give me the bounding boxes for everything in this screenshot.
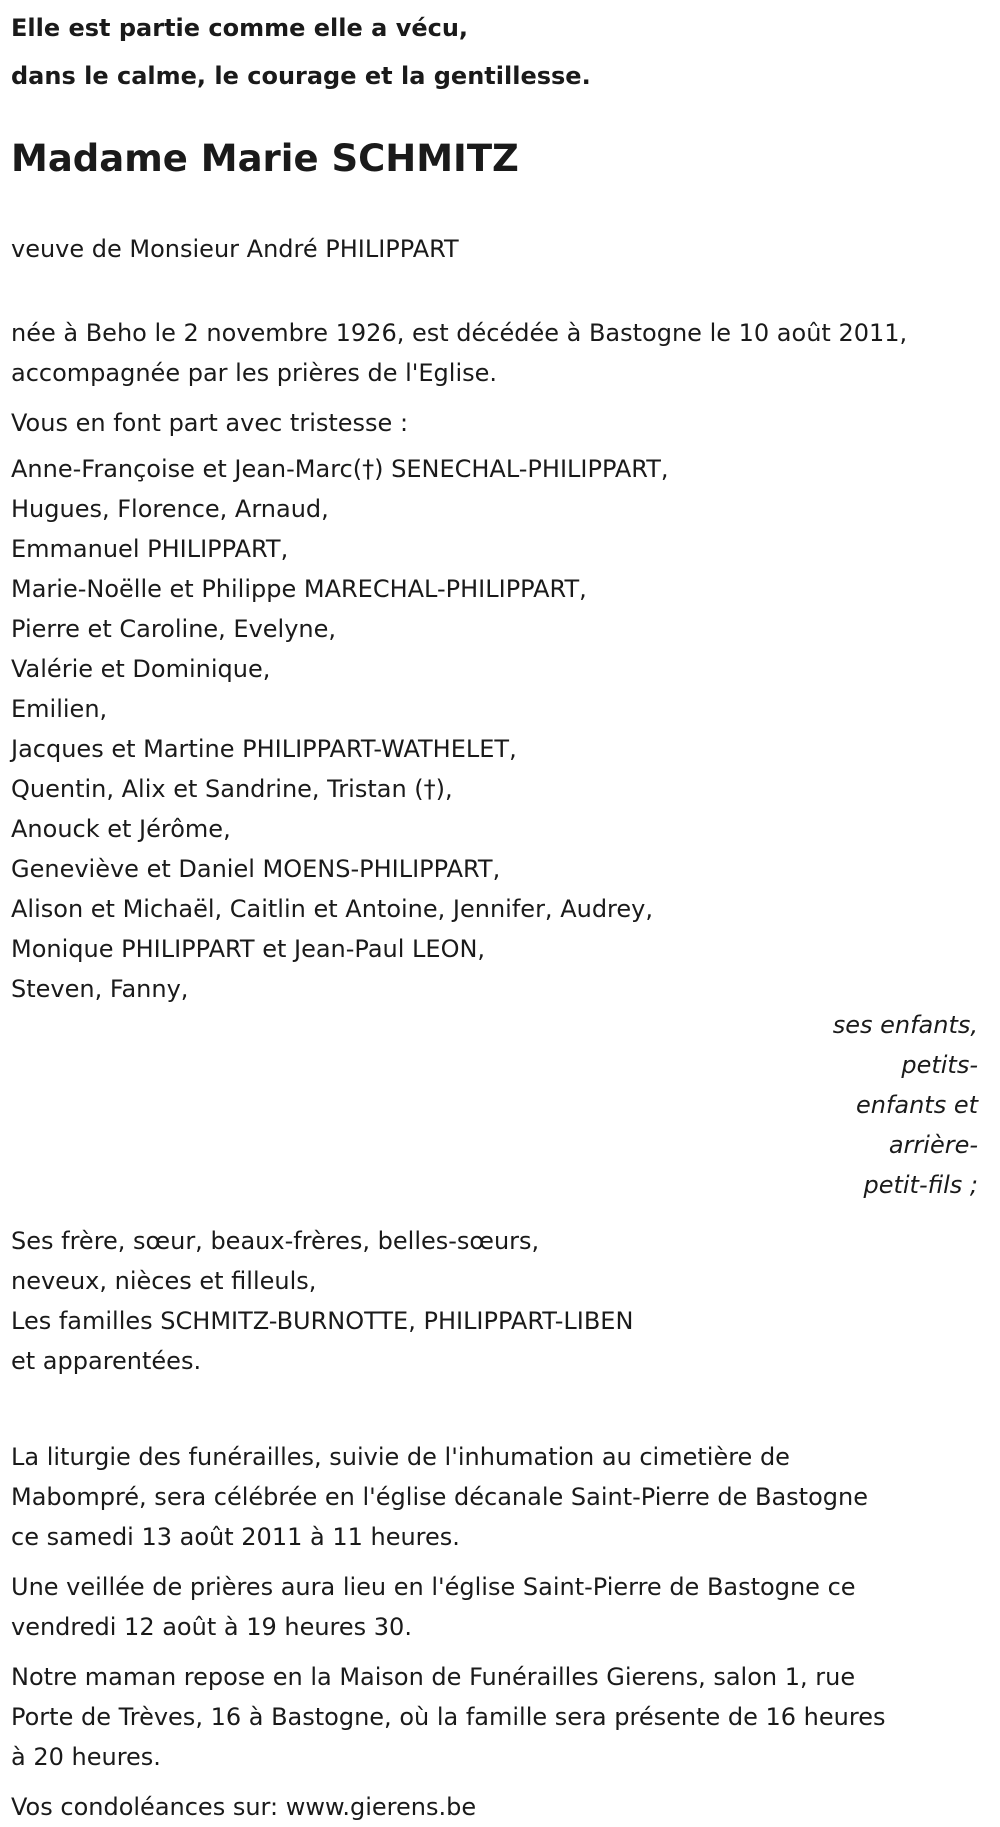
- resting-line: Notre maman repose en la Maison de Funérailles Gierens, salon 1, rue: [11, 1663, 856, 1691]
- vigil-line: vendredi 12 août à 19 heures 30.: [11, 1613, 412, 1641]
- epitaph-line: dans le calme, le courage et la gentillesse.: [11, 62, 591, 90]
- vigil-info: [11, 1557, 989, 1647]
- liturgy-line: Mabompré, sera célébrée en l'église décanale Saint-Pierre de Bastogne: [11, 1483, 868, 1511]
- liturgy-info: [11, 1381, 989, 1557]
- family-member: Quentin, Alix et Sandrine, Tristan (†),: [11, 775, 453, 803]
- birth-death-info: [11, 269, 989, 393]
- relation-line: ses enfants, petits-: [832, 1011, 978, 1079]
- relation-line: petit-fils ;: [863, 1171, 978, 1199]
- family-member: Pierre et Caroline, Evelyne,: [11, 615, 337, 643]
- family-member: Valérie et Dominique,: [11, 655, 271, 683]
- deceased-name: Madame Marie SCHMITZ: [11, 137, 519, 180]
- family-member: Geneviève et Daniel MOENS-PHILIPPART,: [11, 855, 501, 883]
- family-member: Anouck et Jérôme,: [11, 815, 231, 843]
- birth-death-line: née à Beho le 2 novembre 1926, est décédée à Bastogne le 10 août 2011,: [11, 319, 908, 347]
- family-member: Marie-Noëlle et Philippe MARECHAL-PHILIPPART,: [11, 575, 587, 603]
- epitaph-line: Elle est partie comme elle a vécu,: [11, 14, 469, 42]
- resting-line: à 20 heures.: [11, 1743, 161, 1771]
- family-member: Monique PHILIPPART et Jean-Paul LEON,: [11, 935, 486, 963]
- family-member: Alison et Michaël, Caitlin et Antoine, Jennifer, Audrey,: [11, 895, 653, 923]
- relatives-list: [11, 1205, 989, 1381]
- family-list: [11, 443, 989, 1009]
- family-member: Emilien,: [11, 695, 108, 723]
- epitaph: [11, 0, 989, 100]
- family-relation: [765, 1005, 978, 1205]
- relation-line: enfants et arrière-: [855, 1091, 978, 1159]
- liturgy-line: ce samedi 13 août 2011 à 11 heures.: [11, 1523, 460, 1551]
- family-member: Emmanuel PHILIPPART,: [11, 535, 289, 563]
- vigil-line: Une veillée de prières aura lieu en l'église Saint-Pierre de Bastogne ce: [11, 1573, 856, 1601]
- family-member: Jacques et Martine PHILIPPART-WATHELET,: [11, 735, 517, 763]
- family-member: Hugues, Florence, Arnaud,: [11, 495, 329, 523]
- family-member: Anne-Françoise et Jean-Marc(†) SENECHAL-PHILIPPART,: [11, 455, 669, 483]
- resting-line: Porte de Trèves, 16 à Bastogne, où la famille sera présente de 16 heures: [11, 1703, 886, 1731]
- family-member: Steven, Fanny,: [11, 975, 189, 1003]
- relatives-line: neveux, nièces et filleuls,: [11, 1267, 317, 1295]
- widow-of: veuve de Monsieur André PHILIPPART: [11, 235, 459, 263]
- relatives-line: Les familles SCHMITZ-BURNOTTE, PHILIPPART-LIBEN: [11, 1307, 634, 1335]
- relatives-line: et apparentées.: [11, 1347, 202, 1375]
- liturgy-line: La liturgie des funérailles, suivie de l'inhumation au cimetière de: [11, 1443, 790, 1471]
- announcement-intro: Vous en font part avec tristesse :: [11, 409, 409, 437]
- condolences-link: Vos condoléances sur: www.gierens.be: [11, 1793, 477, 1821]
- relatives-line: Ses frère, sœur, beaux-frères, belles-sœurs,: [11, 1227, 540, 1255]
- birth-death-line: accompagnée par les prières de l'Eglise.: [11, 359, 498, 387]
- resting-info: [11, 1647, 989, 1777]
